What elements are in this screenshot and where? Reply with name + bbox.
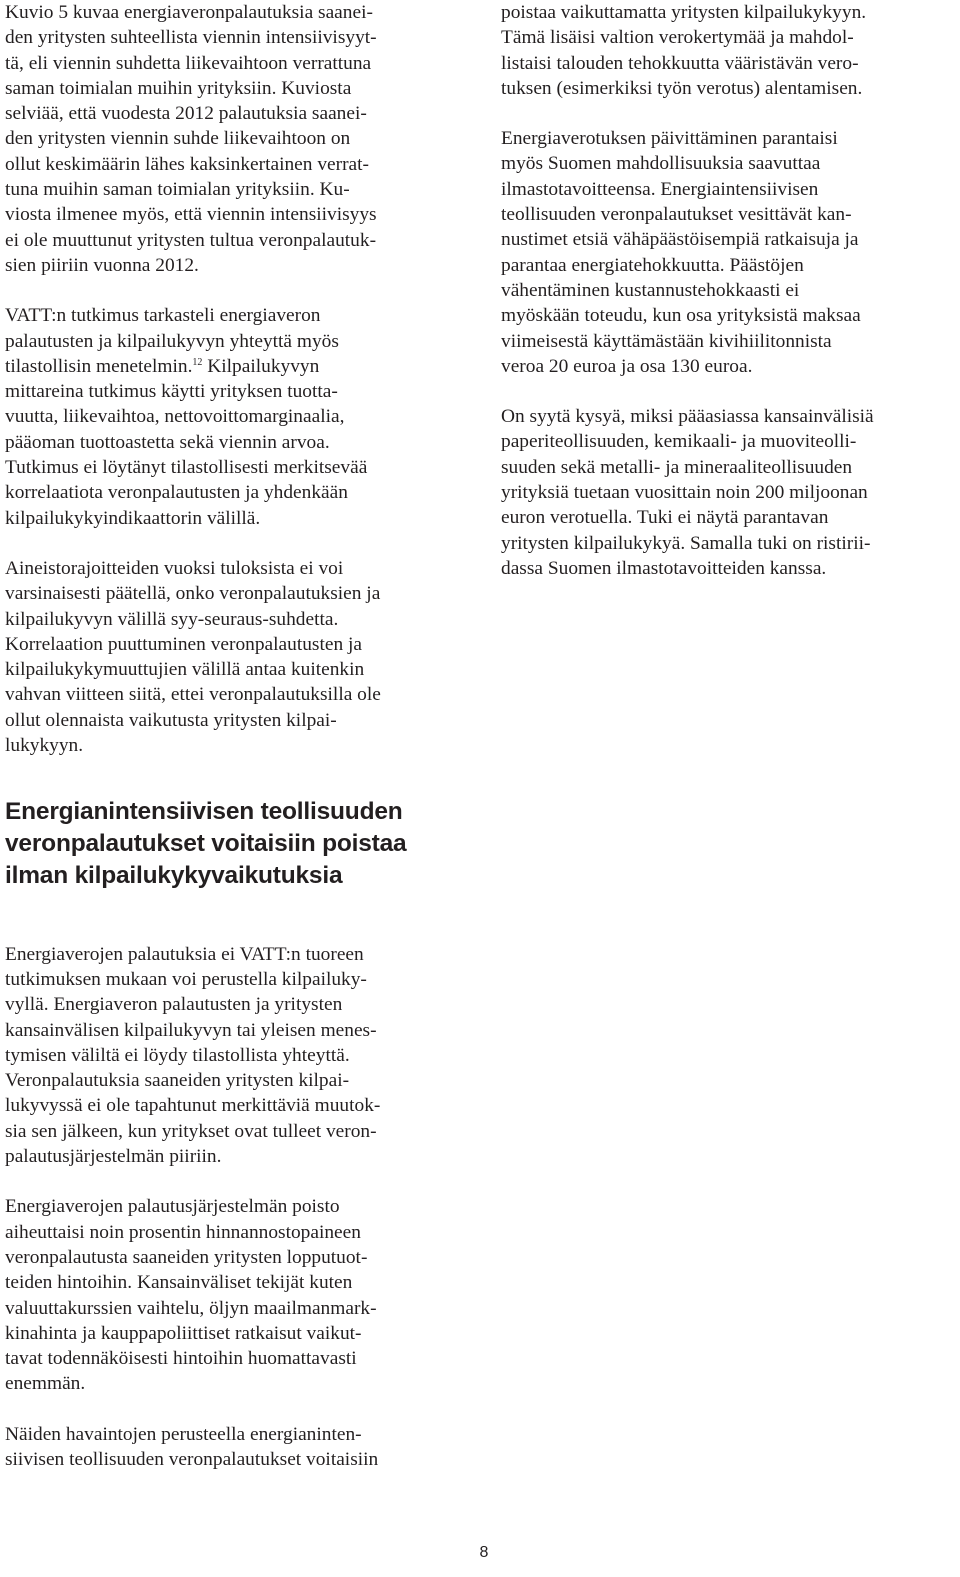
paragraph-conclusion-start: Näiden havaintojen perusteella energianinten- siivisen teollisuuden veronpalautukset voitaisiin: [5, 1423, 379, 1471]
left-column: [5, 0, 467, 1472]
section-heading: Energianintensiivisen teollisuuden veronpalautukset voitaisiin poistaa ilman kilpailukykyvaikutuksia: [5, 798, 407, 889]
paragraph-conclusion-continued: poistaa vaikuttamatta yritysten kilpailukykyyn. Tämä lisäisi valtion verokertymää ja mahdol- listaisi talouden tehokkuutta vääristävän vero- tuksen (esimerkiksi työn verotus) alentamisen.: [501, 2, 867, 99]
footnote-reference-12[interactable]: 12: [192, 356, 203, 368]
page-number: 8: [479, 1544, 489, 1561]
paragraph-no-competitiveness-link: Energiaverojen palautuksia ei VATT:n tuoreen tutkimuksen mukaan voi perustella kilpailuky- vyllä. Energiaveron palautusten ja yritysten kansainvälisen kilpailukyvyn tai yleisen menes- tymisen väliltä ei löydy tilastollista yhteyttä. Veronpalautuksia saaneiden yritysten kilpai- lukyvyssä ei ole tapahtunut merkittäviä muutok- sia sen jälkeen, kun yritykset ovat tulleet veron- palautusjärjestelmän piiriin.: [5, 943, 381, 1168]
paragraph-vatt-study-statistical-methods: [5, 303, 467, 531]
paragraph-vatt-study-part-1: VATT:n tutkimus tarkasteli energiaveron palautusten ja kilpailukyvyn yhteyttä myös tilastollisin menetelmin.: [5, 305, 339, 377]
paragraph-figure-5-export-intensity: Kuvio 5 kuvaa energiaveronpalautuksia saanei- den yritysten suhteellista viennin intensiivisyyt- tä, eli viennin suhdetta liikevaihtoon verrattuna saman toimialan muihin yrityksiin. Kuviosta selviää, että vuodesta 2012 palautuksia saanei- den yritysten viennin suhde liikevaihtoon on ollut keskimäärin lähes kaksinkertainen verrat- tuna muihin saman toimialan yrityksiin. Ku- viosta ilmenee myös, että viennin intensiivisyys ei ole muuttunut yritysten tultua veronpalautuk- sien piiriin vuonna 2012.: [5, 2, 377, 276]
paragraph-climate-targets: Energiaverotuksen päivittäminen parantaisi myös Suomen mahdollisuuksia saavuttaa ilmastotavoitteensa. Energiaintensiivisen teollisuuden veronpalautukset vesittävät kan- nustimet etsiä vähäpäästöisempiä ratkaisuja ja parantaa energiatehokkuutta. Päästöjen vähentäminen kustannustehokkaasti ei myöskään toteudu, kun osa yrityksistä maksaa viimeisestä käyttämästään kivihiilitonnista veroa 20 euroa ja osa 130 euroa.: [501, 128, 861, 377]
paragraph-price-pressure: Energiaverojen palautusjärjestelmän poisto aiheuttaisi noin prosentin hinnannostopaineen veronpalautusta saaneiden yritysten lopputuot- teiden hintoihin. Kansainväliset tekijät kuten valuuttakurssien vaihtelu, öljyn maailmanmark- kinahinta ja kauppapoliittiset ratkaisut vaikut- tavat todennäköisesti hintoihin huomattavasti enemmän.: [5, 1196, 377, 1395]
paragraph-vatt-study-part-2: Kilpailukyvyn mittareina tutkimus käytti yrityksen tuotta- vuutta, liikevaihtoa, nettovoittomarginaalia, pääoman tuottoastetta sekä viennin arvoa. Tutkimus ei löytänyt tilastollisesti merkitsevää korrelaatiota veronpalautusten ja yhdenkään kilpailukykyindikaattorin välillä.: [5, 355, 368, 529]
paragraph-data-limitations: Aineistorajoitteiden vuoksi tuloksista ei voi varsinaisesti päätellä, onko veronpalautuksien ja kilpailukyvyn välillä syy-seuraus-suhdetta. Korrelaation puuttuminen veronpalautusten ja kilpailukykymuuttujien välillä antaa kuitenkin vahvan viitteen siitä, ettei veronpalautuksilla ole ollut olennaista vaikutusta yritysten kilpai- lukykyyn.: [5, 557, 381, 757]
paragraph-industry-subsidy-question: On syytä kysyä, miksi pääasiassa kansainvälisiä paperiteollisuuden, kemikaali- ja muoviteolli- suuden sekä metalli- ja mineraaliteollisuuden yrityksiä tuetaan vuosittain noin 200 miljoonan euron verotuella. Tuki ei näytä parantavan yritysten kilpailukykyä. Samalla tuki on ristirii- dassa Suomen ilmastotavoitteiden kanssa.: [501, 406, 874, 579]
right-column: [501, 0, 956, 581]
